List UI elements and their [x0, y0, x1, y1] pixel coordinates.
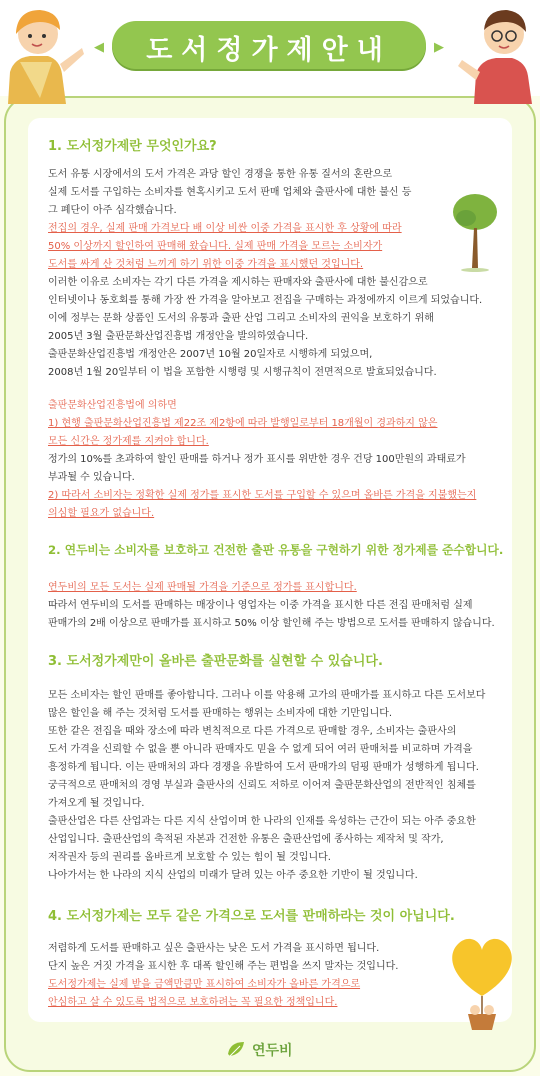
- text-line: 단지 높은 거짓 가격을 표시한 후 대폭 할인해 주는 편법을 쓰지 말자는 것입니다.: [48, 961, 399, 972]
- highlight-line: 도서를 싸게 산 것처럼 느끼게 하기 위한 이중 가격을 표시했던 것입니다.: [48, 259, 364, 270]
- text-line: 저작권자 등의 권리를 올바르게 보호할 수 있는 힘이 될 것입니다.: [48, 852, 331, 863]
- left-arrow-icon: ◀: [94, 40, 104, 55]
- text-line: 모든 소비자는 할인 판매를 좋아합니다. 그러나 이를 악용해 고가의 판매가를 표시하고 다른 도서보다: [48, 690, 486, 701]
- text-line: 도서 유통 시장에서의 도서 가격은 과당 할인 경쟁을 통한 유통 질서의 혼란으로: [48, 169, 393, 180]
- text-line: 이에 정부는 문화 상품인 도서의 유통과 출판 산업 그리고 소비자의 권익을 보호하기 위해: [48, 313, 434, 324]
- text-line: 가져오게 될 것입니다.: [48, 798, 145, 809]
- text-line: 이러한 이유로 소비자는 각기 다른 가격을 제시하는 판매자와 출판사에 대한 불신감으로: [48, 277, 428, 288]
- text-line: 2008년 1월 20일부터 이 법을 포함한 시행령 및 시행규칙이 전면적으로 발효되었습니다.: [48, 367, 437, 378]
- text-line: 정가의 10%를 초과하여 할인 판매를 하거나 정가 표시를 위반한 경우 건당 100만원의 과태료가: [48, 454, 466, 465]
- highlight-line: 의심할 필요가 없습니다.: [48, 508, 155, 519]
- highlight-line: 모든 신간은 정가제를 지켜야 합니다.: [48, 436, 209, 447]
- section-not-same-price-paragraph: [48, 940, 398, 1012]
- header: [0, 0, 540, 96]
- text-line: 또한 같은 전집을 때와 장소에 따라 변칙적으로 다른 가격으로 판매할 경우, 소비자는 출판사의: [48, 726, 457, 737]
- title-banner: [112, 21, 426, 69]
- text-line: 그 폐단이 아주 심각했습니다.: [48, 205, 177, 216]
- highlight-line: 1) 현행 출판문화산업진흥법 제22조 제2항에 따라 발행일로부터 18개월이 경과하지 않은: [48, 418, 438, 429]
- text-line: 실제 도서를 구입하는 소비자를 현혹시키고 도서 판매 업체와 출판사에 대한 불신 등: [48, 187, 412, 198]
- section-yeondubi-policy-paragraph: [48, 579, 495, 633]
- text-line: 따라서 연두비의 도서를 판매하는 매장이나 영업자는 이중 가격을 표시한 다른 전집 판매처럼 실제: [48, 600, 473, 611]
- section-price-system-title: 1. 도서정가제란 무엇인가요?: [48, 139, 217, 154]
- girl-character-icon: [0, 0, 86, 104]
- text-line: 2005년 3월 출판문화산업진흥법 개정안을 발의하였습니다.: [48, 331, 309, 342]
- text-line: 판매가의 2배 이상으로 판매가를 표시하고 50% 이상 할인해 주는 방법으로 도서를 판매하지 않습니다.: [48, 618, 495, 629]
- leaf-logo-icon: [226, 1040, 248, 1060]
- heart-balloon-icon: [442, 926, 522, 1036]
- text-line: 출판산업은 다른 산업과는 다른 지식 산업이며 한 나라의 인재를 육성하는 근간이 되는 아주 중요한: [48, 816, 476, 827]
- tree-icon: [452, 192, 498, 272]
- boy-character-icon: [454, 0, 540, 104]
- text-line: 산업입니다. 출판산업의 축적된 자본과 건전한 유통은 출판산업에 종사하는 제작처 및 작가,: [48, 834, 444, 845]
- content-panel: [28, 118, 512, 1022]
- page-title: 도서정가제안내: [146, 35, 392, 66]
- logo-text: 연두비: [252, 1043, 293, 1059]
- right-arrow-icon: ▶: [434, 40, 444, 55]
- text-line: 출판문화산업진흥법에 의하면: [48, 400, 177, 411]
- text-line: 부과될 수 있습니다.: [48, 472, 135, 483]
- highlight-line: 도서정가제는 실제 받을 금액만큼만 표시하여 소비자가 올바른 가격으로: [48, 979, 361, 990]
- section-yeondubi-policy-title: 2. 연두비는 소비자를 보호하고 건전한 출판 유통을 구현하기 위한 정가제를 준수합니다.: [48, 543, 504, 557]
- highlight-line: 50% 이상까지 할인하여 판매해 왔습니다. 실제 판매 가격을 모르는 소비자가: [48, 241, 383, 252]
- highlight-line: 전집의 경우, 실제 판매 가격보다 배 이상 비싼 이중 가격을 표시한 후 상황에 따라: [48, 223, 402, 234]
- highlight-line: 2) 따라서 소비자는 정확한 실제 정가를 표시한 도서를 구입할 수 있으며 올바른 가격을 지불했는지: [48, 490, 477, 501]
- text-line: 출판문화산업진흥법 개정안은 2007년 10월 20일자로 시행하게 되었으며,: [48, 349, 373, 360]
- section-price-system-paragraph: [48, 166, 482, 382]
- text-line: 흥정하게 됩니다. 이는 판매처의 과다 경쟁을 유발하여 도서 판매가의 덤핑 판매가 성행하게 됩니다.: [48, 762, 479, 773]
- text-line: 궁극적으로 판매처의 경영 부실과 출판사의 신뢰도 저하로 이어져 출판문화산업의 전반적인 침체를: [48, 780, 476, 791]
- section-price-system-paragraph: [48, 397, 476, 523]
- section-not-same-price-title: 4. 도서정가제는 모두 같은 가격으로 도서를 판매하라는 것이 아닙니다.: [48, 909, 455, 924]
- text-line: 나아가서는 한 나라의 지식 산업의 미래가 달려 있는 아주 중요한 기반이 될 것입니다.: [48, 870, 418, 881]
- highlight-line: 안심하고 살 수 있도록 법적으로 보호하려는 꼭 필요한 정책입니다.: [48, 997, 338, 1008]
- footer-logo: [226, 1038, 293, 1062]
- text-line: 많은 할인을 해 주는 것처럼 도서를 판매하는 행위는 소비자에 대한 기만입니다.: [48, 708, 393, 719]
- section-culture-paragraph: [48, 687, 485, 885]
- text-line: 저렴하게 도서를 판매하고 싶은 출판사는 낮은 도서 가격을 표시하면 됩니다.: [48, 943, 380, 954]
- text-line: 인터넷이나 동호회를 통해 가장 싼 가격을 알아보고 전집을 구매하는 과정에까지 이르게 되었습니다.: [48, 295, 483, 306]
- text-line: 도서 가격을 신뢰할 수 없을 뿐 아니라 판매자도 믿을 수 없게 되어 여러 판매처를 비교하며 가격을: [48, 744, 473, 755]
- highlight-line: 연두비의 모든 도서는 실제 판매될 가격을 기준으로 정가를 표시합니다.: [48, 582, 357, 593]
- section-culture-title: 3. 도서정가제만이 올바른 출판문화를 실현할 수 있습니다.: [48, 654, 383, 669]
